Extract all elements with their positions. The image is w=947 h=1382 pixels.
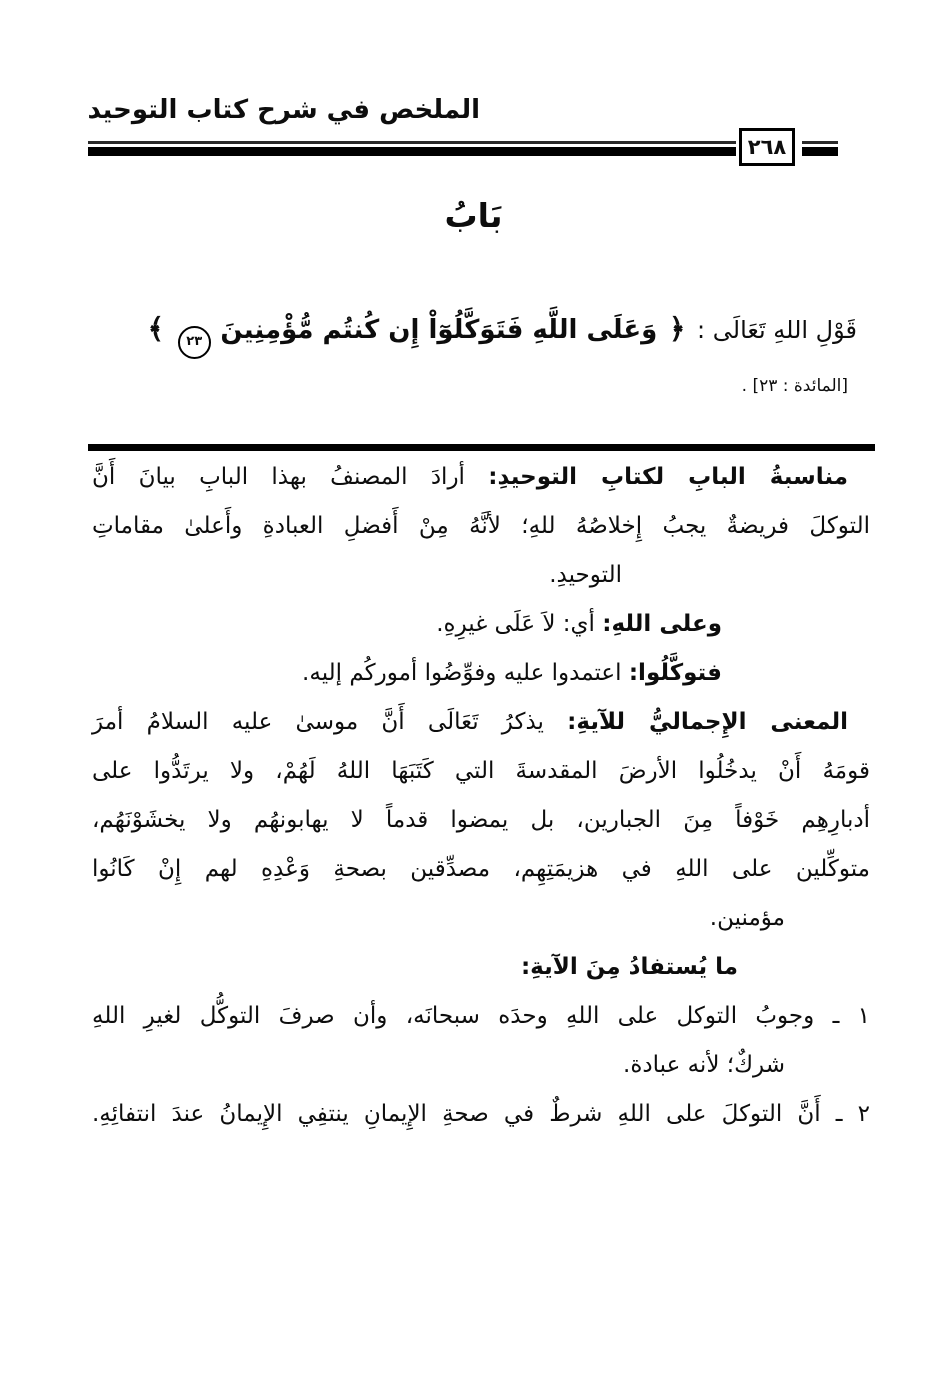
body-line bbox=[92, 600, 870, 649]
verse-reference: [المائدة : ٢٣] . bbox=[741, 376, 848, 396]
body-line bbox=[92, 943, 870, 992]
section-divider bbox=[88, 444, 875, 451]
body-line-text: متوكِّلين على اللهِ في هزيمَتِهِم، مصدِّقين بصحةِ وَعْدِهِ لهم إِنْ كَانُوا bbox=[92, 856, 870, 882]
page-number: ٢٦٨ bbox=[747, 135, 787, 159]
body-line bbox=[92, 1041, 870, 1090]
verse-intro: قَوْلِ اللهِ تَعَالَى : bbox=[697, 316, 857, 344]
body-line bbox=[92, 992, 870, 1041]
body-line-text: أي: لاَ عَلَى غيرِهِ. bbox=[436, 611, 595, 637]
body-line bbox=[92, 502, 870, 551]
ayah-number-marker: ٢٣ bbox=[178, 326, 211, 359]
quran-open-bracket: ﴿ bbox=[668, 312, 686, 345]
body-line-lead-bold: ما يُستفادُ مِنَ الآيةِ: bbox=[520, 954, 738, 980]
running-head-title: الملخص في شرح كتاب التوحيد bbox=[87, 95, 480, 125]
body-line-text: قومَهُ أَنْ يدخُلُوا الأرضَ المقدسةَ التي كَتَبَهَا اللهُ لَهُمْ، ولا يرتَدُّوا على bbox=[92, 758, 870, 784]
body-line bbox=[92, 747, 870, 796]
body-line-text: التوكلَ فريضةٌ يجبُ إِخلاصُهُ للهِ؛ لأنَّهُ مِنْ أَفضلِ العبادةِ وأَعلىٰ مقاماتِ bbox=[92, 513, 870, 539]
body-line-lead-bold: فتوكَّلُوا: bbox=[628, 660, 722, 686]
body-line bbox=[92, 845, 870, 894]
body-line-text: أدبارِهِم خَوْفاً مِنَ الجبارين، بل يمضوا قدماً لا يهابونهُم ولا يخشَوْنَهُم، bbox=[92, 807, 870, 833]
page-number-box bbox=[739, 128, 795, 166]
header-rule-thick-bar bbox=[88, 147, 736, 156]
header-rule-thin-line bbox=[88, 141, 736, 144]
body-line bbox=[92, 796, 870, 845]
quran-verse-text: وَعَلَى اللَّهِ فَتَوَكَّلُوٓاْ إِن كُنتُم مُّؤْمِنِينَ bbox=[220, 315, 658, 345]
header-rule-left bbox=[88, 141, 736, 156]
body-line bbox=[92, 698, 870, 747]
body-text bbox=[92, 453, 870, 1139]
body-line-text: ١ ـ وجوبُ التوكل على اللهِ وحدَه سبحانَه، وأن صرفَ التوكُّل لغيرِ اللهِ bbox=[92, 1003, 870, 1029]
quran-close-bracket: ﴾ bbox=[147, 312, 165, 345]
verse-line bbox=[85, 298, 857, 361]
body-line bbox=[92, 551, 870, 600]
body-line-text: التوحيدِ. bbox=[549, 562, 622, 588]
body-line-text: يذكرُ تَعَالَى أَنَّ موسىٰ عليه السلامُ أمرَ bbox=[92, 709, 544, 735]
chapter-title: بَابُ bbox=[444, 196, 503, 235]
header-rule-thick-bar bbox=[802, 147, 838, 156]
body-line bbox=[92, 894, 870, 943]
body-line-text: شركٌ؛ لأنه عبادة. bbox=[623, 1052, 785, 1078]
body-line bbox=[92, 649, 870, 698]
body-line bbox=[92, 1090, 870, 1139]
body-line-text: مؤمنين. bbox=[709, 905, 785, 931]
body-line-text: أرادَ المصنفُ بهذا البابِ بيانَ أَنَّ bbox=[92, 464, 465, 490]
body-line-text: اعتمدوا عليه وفوِّضُوا أموركُم إليه. bbox=[302, 660, 622, 686]
header-rule-right bbox=[802, 141, 838, 156]
body-line-lead-bold: وعلى اللهِ: bbox=[602, 611, 722, 637]
header-rule-thin-line bbox=[802, 141, 838, 144]
body-line-text: ٢ ـ أَنَّ التوكلَ على اللهِ شرطٌ في صحةِ الإِيمانِ ينتفِي الإِيمانُ عندَ انتفائِهِ. bbox=[92, 1101, 870, 1127]
body-line bbox=[92, 453, 870, 502]
body-line-lead-bold: المعنى الإِجماليُّ للآيةِ: bbox=[567, 709, 849, 735]
body-line-lead-bold: مناسبةُ البابِ لكتابِ التوحيدِ: bbox=[488, 464, 849, 490]
